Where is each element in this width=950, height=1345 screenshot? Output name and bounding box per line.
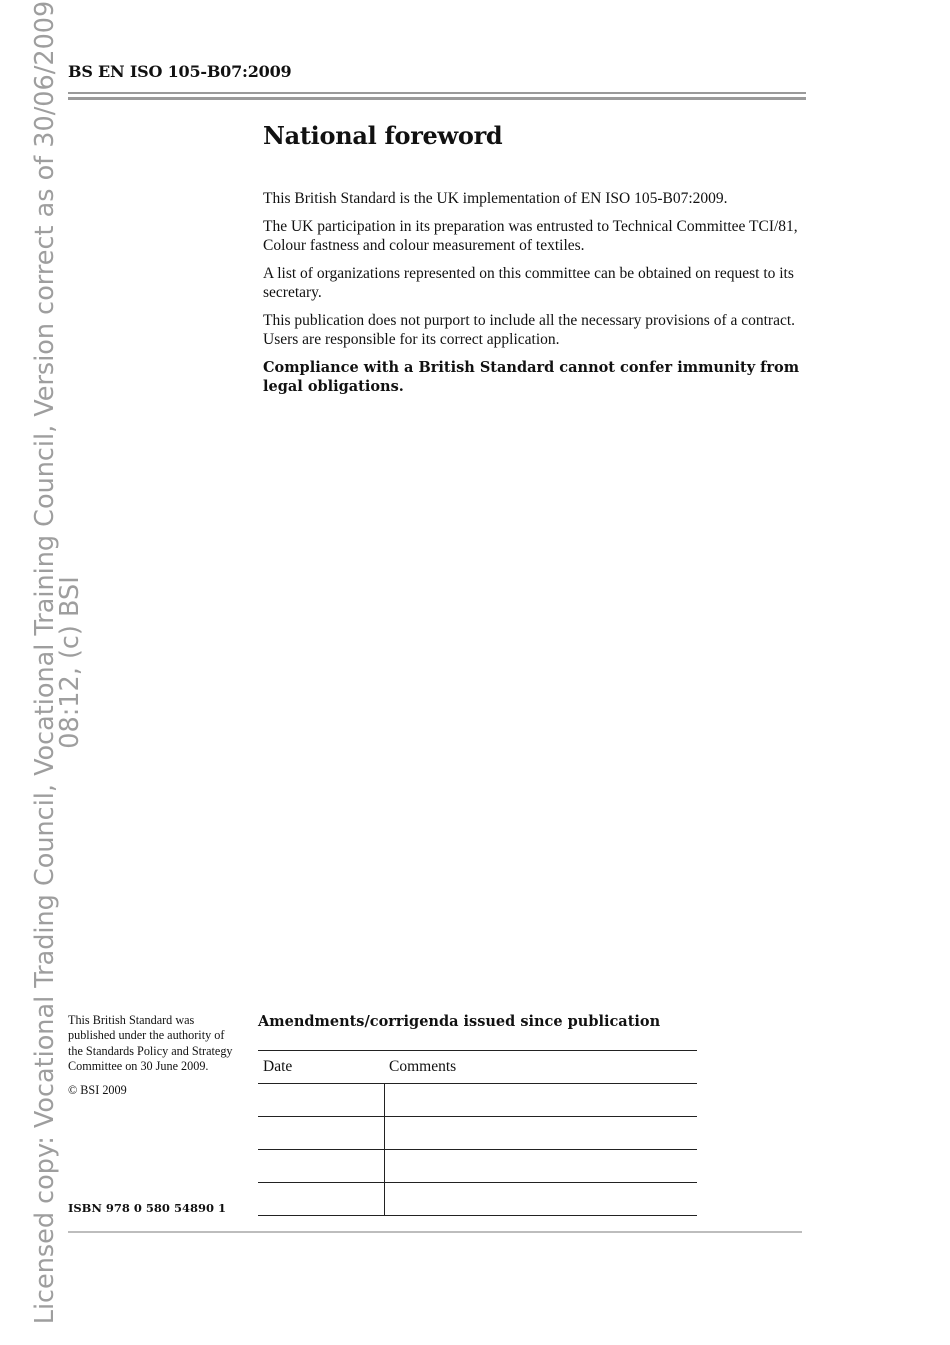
isbn: ISBN 978 0 580 54890 1: [68, 1201, 226, 1215]
publication-sidebar: [68, 1013, 233, 1106]
publication-note: This British Standard was published under the authority of the Standards Policy and Strategy Committee on 30 June 2009.: [68, 1013, 233, 1074]
paragraph-committee-list: A list of organizations represented on this committee can be obtained on request to its secretary.: [263, 264, 794, 301]
paragraph-compliance-notice: Compliance with a British Standard cannot confer immunity from legal obligations.: [263, 358, 800, 395]
foreword-body: [263, 189, 803, 405]
table-row: [258, 1183, 697, 1216]
footer-rule: [68, 1231, 802, 1233]
column-header-date: Date: [258, 1051, 384, 1084]
document-code: BS EN ISO 105-B07:2009: [68, 62, 292, 81]
table-row: [258, 1117, 697, 1150]
comments-cell: [384, 1183, 697, 1216]
date-cell: [258, 1183, 384, 1216]
date-cell: [258, 1084, 384, 1117]
paragraph-participation: The UK participation in its preparation was entrusted to Technical Committee TCI/81, Colour fastness and colour measurement of textiles.: [263, 217, 798, 254]
paragraph-contract-disclaimer: This publication does not purport to include all the necessary provisions of a contract. Users are responsible for its correct application.: [263, 311, 796, 348]
header-rule-thin: [68, 92, 806, 94]
date-cell: [258, 1117, 384, 1150]
paragraph-implementation: This British Standard is the UK implementation of EN ISO 105-B07:2009.: [263, 190, 728, 207]
page-title: National foreword: [263, 121, 503, 150]
table-header-row: [258, 1051, 697, 1084]
amendments-table: [258, 1050, 697, 1216]
amendments-heading: Amendments/corrigenda issued since publication: [258, 1013, 661, 1030]
date-cell: [258, 1150, 384, 1183]
license-watermark-text: Licensed copy: Vocational Trading Council, Vocational Training Council, Version correct as of 30/06/2009 08:12, (c) BSI: [30, 0, 85, 1325]
copyright-notice: © BSI 2009: [68, 1082, 127, 1097]
comments-cell: [384, 1117, 697, 1150]
comments-cell: [384, 1150, 697, 1183]
table-row: [258, 1150, 697, 1183]
header-rule-thick: [68, 97, 806, 100]
table-row: [258, 1084, 697, 1117]
license-watermark: [3, 0, 85, 1345]
comments-cell: [384, 1084, 697, 1117]
column-header-comments: Comments: [384, 1051, 697, 1084]
